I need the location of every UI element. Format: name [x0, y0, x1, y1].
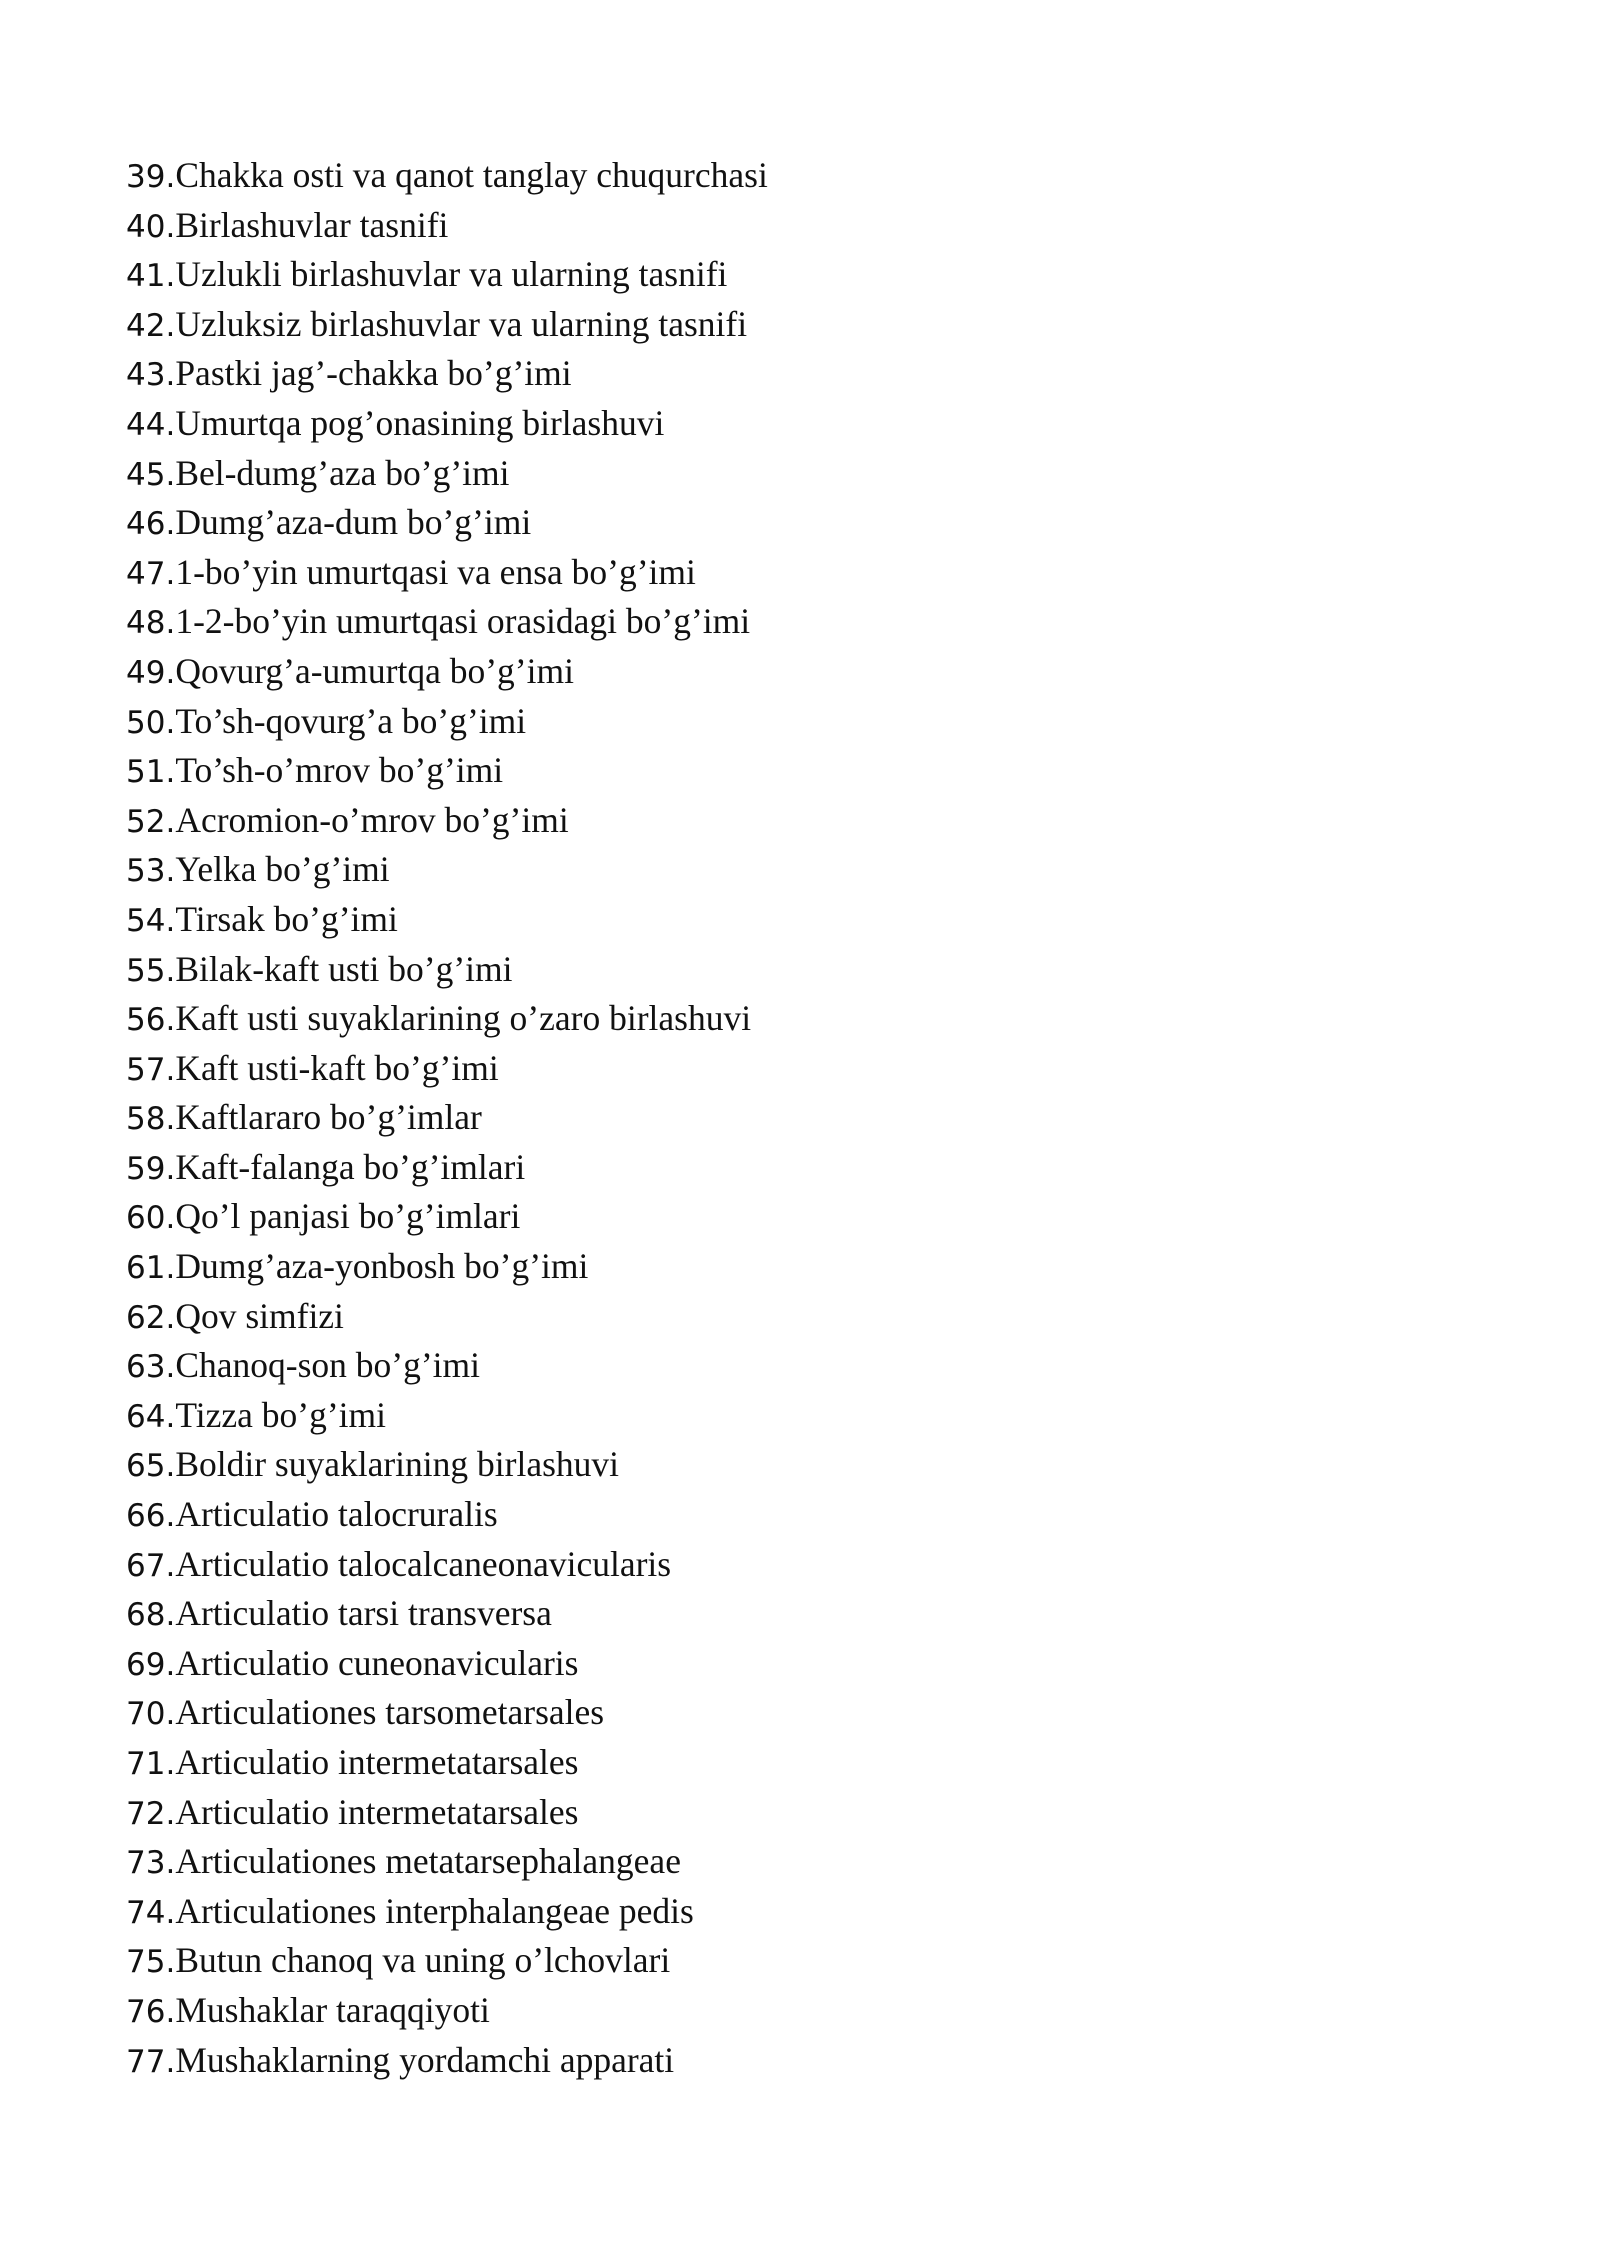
list-item	[126, 1887, 768, 1937]
item-number: 62.	[126, 1299, 176, 1336]
item-number: 58.	[126, 1101, 176, 1138]
item-number: 55.	[126, 952, 176, 989]
list-item	[126, 300, 768, 350]
item-number: 68.	[126, 1597, 176, 1634]
item-number: 44.	[126, 406, 176, 443]
item-number: 57.	[126, 1051, 176, 1088]
list-item	[126, 1788, 768, 1838]
item-text: Uzluksiz birlashuvlar va ularning tasnifi	[175, 303, 748, 344]
list-item	[126, 1540, 768, 1590]
item-text: Dumg’aza-dum bo’g’imi	[175, 502, 532, 543]
item-text: Butun chanoq va uning o’lchovlari	[175, 1940, 671, 1981]
list-item	[126, 250, 768, 300]
item-text: Bilak-kaft usti bo’g’imi	[175, 948, 513, 989]
list-item	[126, 1242, 768, 1292]
item-number: 75.	[126, 1944, 176, 1981]
item-text: Articulatio cuneonavicularis	[175, 1642, 579, 1683]
item-text: Articulationes tarsometarsales	[175, 1692, 605, 1733]
item-text: 1-bo’yin umurtqasi va ensa bo’g’imi	[175, 551, 696, 592]
item-text: Chanoq-son bo’g’imi	[175, 1345, 480, 1386]
list-item	[126, 1490, 768, 1540]
item-number: 51.	[126, 754, 176, 791]
list-item	[126, 1292, 768, 1342]
item-number: 66.	[126, 1498, 176, 1535]
item-text: Articulatio intermetatarsales	[175, 1742, 579, 1782]
item-text: Kaft usti-kaft bo’g’imi	[175, 1047, 499, 1088]
list-item	[126, 1986, 768, 2036]
item-text: Boldir suyaklarining birlashuvi	[175, 1444, 620, 1485]
list-item	[126, 945, 768, 995]
item-number: 73.	[126, 1845, 176, 1882]
item-text: Birlashuvlar tasnifi	[175, 204, 449, 245]
item-number: 60.	[126, 1200, 176, 1237]
list-item	[126, 746, 768, 796]
item-text: Bel-dumg’aza bo’g’imi	[175, 452, 510, 493]
list-item	[126, 548, 768, 598]
item-number: 70.	[126, 1696, 176, 1733]
list-item	[126, 697, 768, 747]
list-item	[126, 647, 768, 697]
list-item	[126, 1192, 768, 1242]
item-number: 49.	[126, 654, 176, 691]
list-item	[126, 796, 768, 846]
list-item	[126, 449, 768, 499]
item-number: 52.	[126, 803, 176, 840]
list-item	[126, 1341, 768, 1391]
item-number: 56.	[126, 1002, 176, 1039]
topic-list	[126, 151, 768, 2085]
list-item	[126, 1688, 768, 1738]
list-item	[126, 1837, 768, 1887]
item-text: Dumg’aza-yonbosh bo’g’imi	[175, 1246, 589, 1287]
item-text: Mushaklarning yordamchi apparati	[175, 2039, 675, 2080]
item-text: Articulationes metatarsephalangeae	[175, 1841, 681, 1882]
item-number: 63.	[126, 1349, 176, 1386]
item-number: 67.	[126, 1547, 176, 1584]
item-text: Articulatio talocalcaneonavicularis	[175, 1543, 672, 1584]
item-number: 69.	[126, 1646, 176, 1683]
list-item	[126, 399, 768, 449]
item-number: 74.	[126, 1894, 176, 1931]
item-number: 72.	[126, 1795, 176, 1832]
item-number: 71.	[126, 1746, 176, 1782]
item-number: 54.	[126, 902, 176, 939]
item-text: Chakka osti va qanot tanglay chuqurchasi	[175, 155, 768, 195]
item-text: Mushaklar taraqqiyoti	[175, 1989, 490, 2030]
item-text: Kaft-falanga bo’g’imlari	[175, 1146, 526, 1187]
item-text: Pastki jag’-chakka bo’g’imi	[175, 353, 572, 394]
list-item	[126, 845, 768, 895]
item-text: To’sh-qovurg’a bo’g’imi	[175, 700, 527, 741]
item-number: 50.	[126, 704, 176, 741]
item-number: 65.	[126, 1448, 176, 1485]
item-text: Articulatio intermetatarsales	[175, 1791, 579, 1832]
item-number: 53.	[126, 853, 176, 890]
item-number: 59.	[126, 1150, 176, 1187]
item-number: 77.	[126, 2043, 176, 2080]
list-item	[126, 151, 768, 201]
item-text: Tizza bo’g’imi	[175, 1394, 386, 1435]
item-number: 40.	[126, 208, 176, 245]
item-text: Tirsak bo’g’imi	[175, 898, 398, 939]
list-item	[126, 349, 768, 399]
list-item	[126, 1589, 768, 1639]
item-text: Acromion-o’mrov bo’g’imi	[175, 799, 569, 840]
item-number: 45.	[126, 456, 176, 493]
list-item	[126, 1391, 768, 1441]
item-text: Qov simfizi	[175, 1295, 344, 1336]
list-item	[126, 1936, 768, 1986]
list-item	[126, 1738, 768, 1788]
item-number: 42.	[126, 307, 176, 344]
list-item	[126, 895, 768, 945]
item-text: Articulationes interphalangeae pedis	[175, 1890, 694, 1931]
list-item	[126, 498, 768, 548]
item-number: 48.	[126, 605, 176, 642]
item-text: Qo’l panjasi bo’g’imlari	[175, 1196, 521, 1237]
item-text: Kaftlararo bo’g’imlar	[175, 1097, 482, 1138]
item-text: To’sh-o’mrov bo’g’imi	[175, 750, 504, 791]
list-item	[126, 994, 768, 1044]
list-item	[126, 201, 768, 251]
item-number: 61.	[126, 1250, 176, 1287]
item-text: Articulatio talocruralis	[175, 1494, 498, 1535]
item-number: 64.	[126, 1398, 176, 1435]
list-item	[126, 1143, 768, 1193]
item-number: 41.	[126, 258, 176, 295]
item-text: 1-2-bo’yin umurtqasi orasidagi bo’g’imi	[175, 601, 751, 642]
item-number: 43.	[126, 357, 176, 394]
item-number: 47.	[126, 555, 176, 592]
item-text: Qovurg’a-umurtqa bo’g’imi	[175, 650, 574, 691]
item-text: Uzlukli birlashuvlar va ularning tasnifi	[175, 254, 728, 295]
list-item	[126, 2036, 768, 2086]
item-text: Yelka bo’g’imi	[175, 849, 390, 890]
list-item	[126, 1440, 768, 1490]
item-number: 76.	[126, 1993, 176, 2030]
item-number: 46.	[126, 506, 176, 543]
list-item	[126, 1639, 768, 1689]
item-text: Umurtqa pog’onasining birlashuvi	[175, 402, 665, 443]
item-number: 39.	[126, 159, 176, 195]
list-item	[126, 597, 768, 647]
item-text: Kaft usti suyaklarining o’zaro birlashuvi	[175, 998, 752, 1039]
list-item	[126, 1044, 768, 1094]
list-item	[126, 1093, 768, 1143]
item-text: Articulatio tarsi transversa	[175, 1593, 552, 1634]
